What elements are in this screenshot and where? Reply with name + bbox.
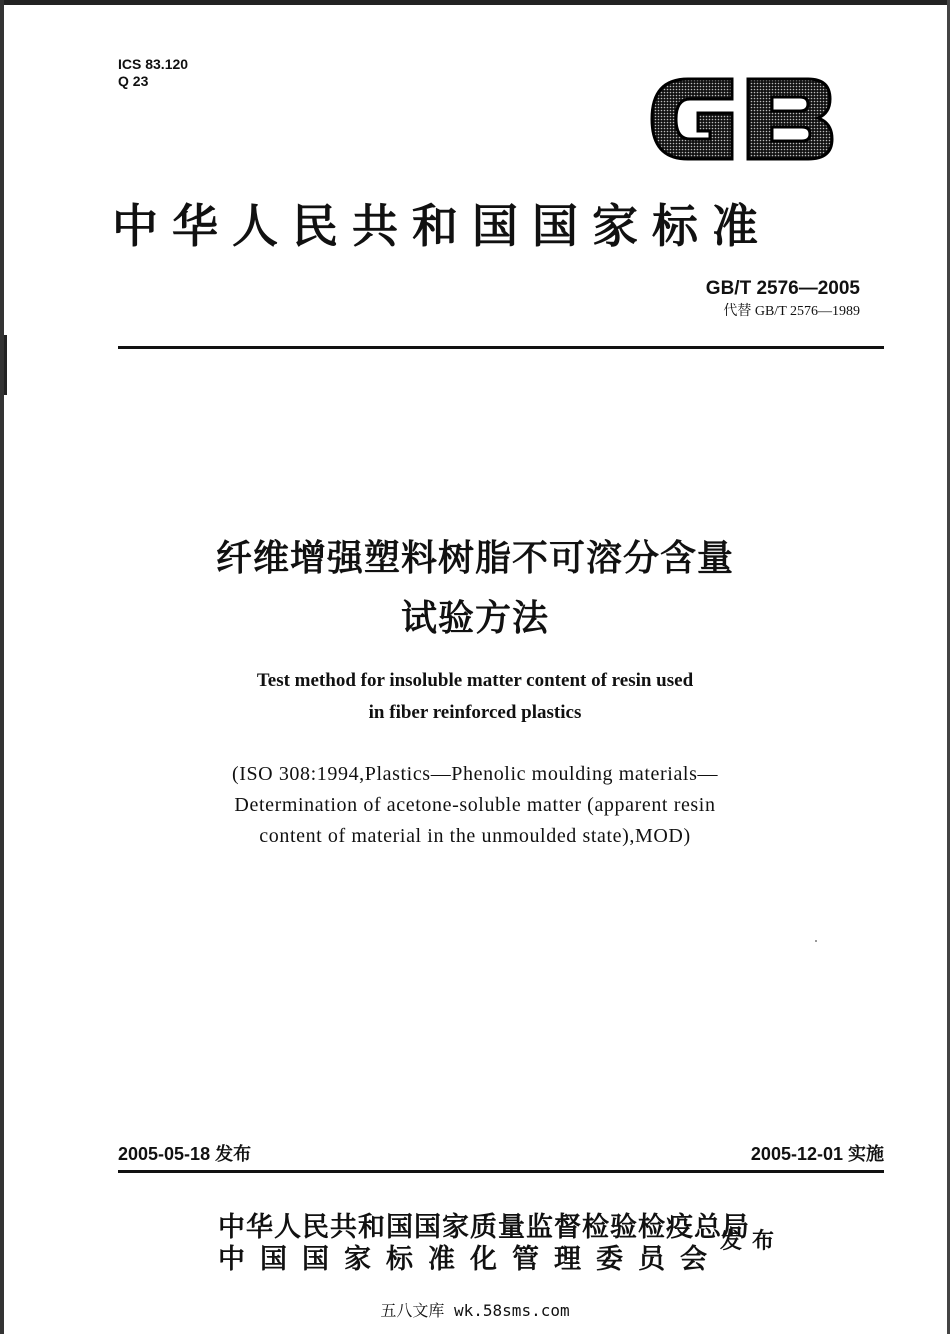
replaces-standard: 代替 GB/T 2576—1989 [723, 304, 860, 319]
publisher-line-1: 中华人民共和国国家质量监督检验检疫总局 [218, 1212, 750, 1243]
english-title-line-1: Test method for insoluble matter content of resin used [256, 670, 694, 691]
publish-label: 发布 [720, 1228, 785, 1254]
top-divider [118, 346, 884, 349]
classification-codes [118, 56, 188, 90]
scan-mark [4, 335, 7, 395]
scan-edge-top [0, 0, 950, 5]
iso-reference-line-1: (ISO 308:1994,Plastics—Phenolic moulding materials— [231, 763, 719, 785]
chinese-title-line-1: 纤维增强塑料树脂不可溶分含量 [215, 538, 734, 579]
bottom-divider [118, 1170, 884, 1173]
issue-date: 2005-05-18 发布 [118, 1144, 252, 1164]
scan-speck [815, 940, 817, 942]
iso-reference-line-2: Determination of acetone-soluble matter (apparent resin [234, 794, 716, 816]
footer-watermark[interactable]: 五八文库 wk.58sms.com [380, 1301, 570, 1320]
standard-number: GB/T 2576—2005 [705, 278, 860, 299]
ccs-code: Q 23 [118, 73, 149, 89]
chinese-title-line-2: 试验方法 [400, 598, 549, 639]
scan-edge-left [0, 0, 4, 1334]
publisher-line-2: 中国国家标准化管理委员会 [218, 1244, 722, 1275]
national-standard-title: 中华人民共和国国家标准 [112, 199, 772, 253]
gb-logo [648, 73, 834, 165]
english-title-line-2: in fiber reinforced plastics [368, 702, 582, 723]
implementation-date: 2005-12-01 实施 [750, 1144, 884, 1164]
ics-code: ICS 83.120 [118, 56, 189, 72]
iso-reference-line-3: content of material in the unmoulded state),MOD) [259, 825, 691, 847]
